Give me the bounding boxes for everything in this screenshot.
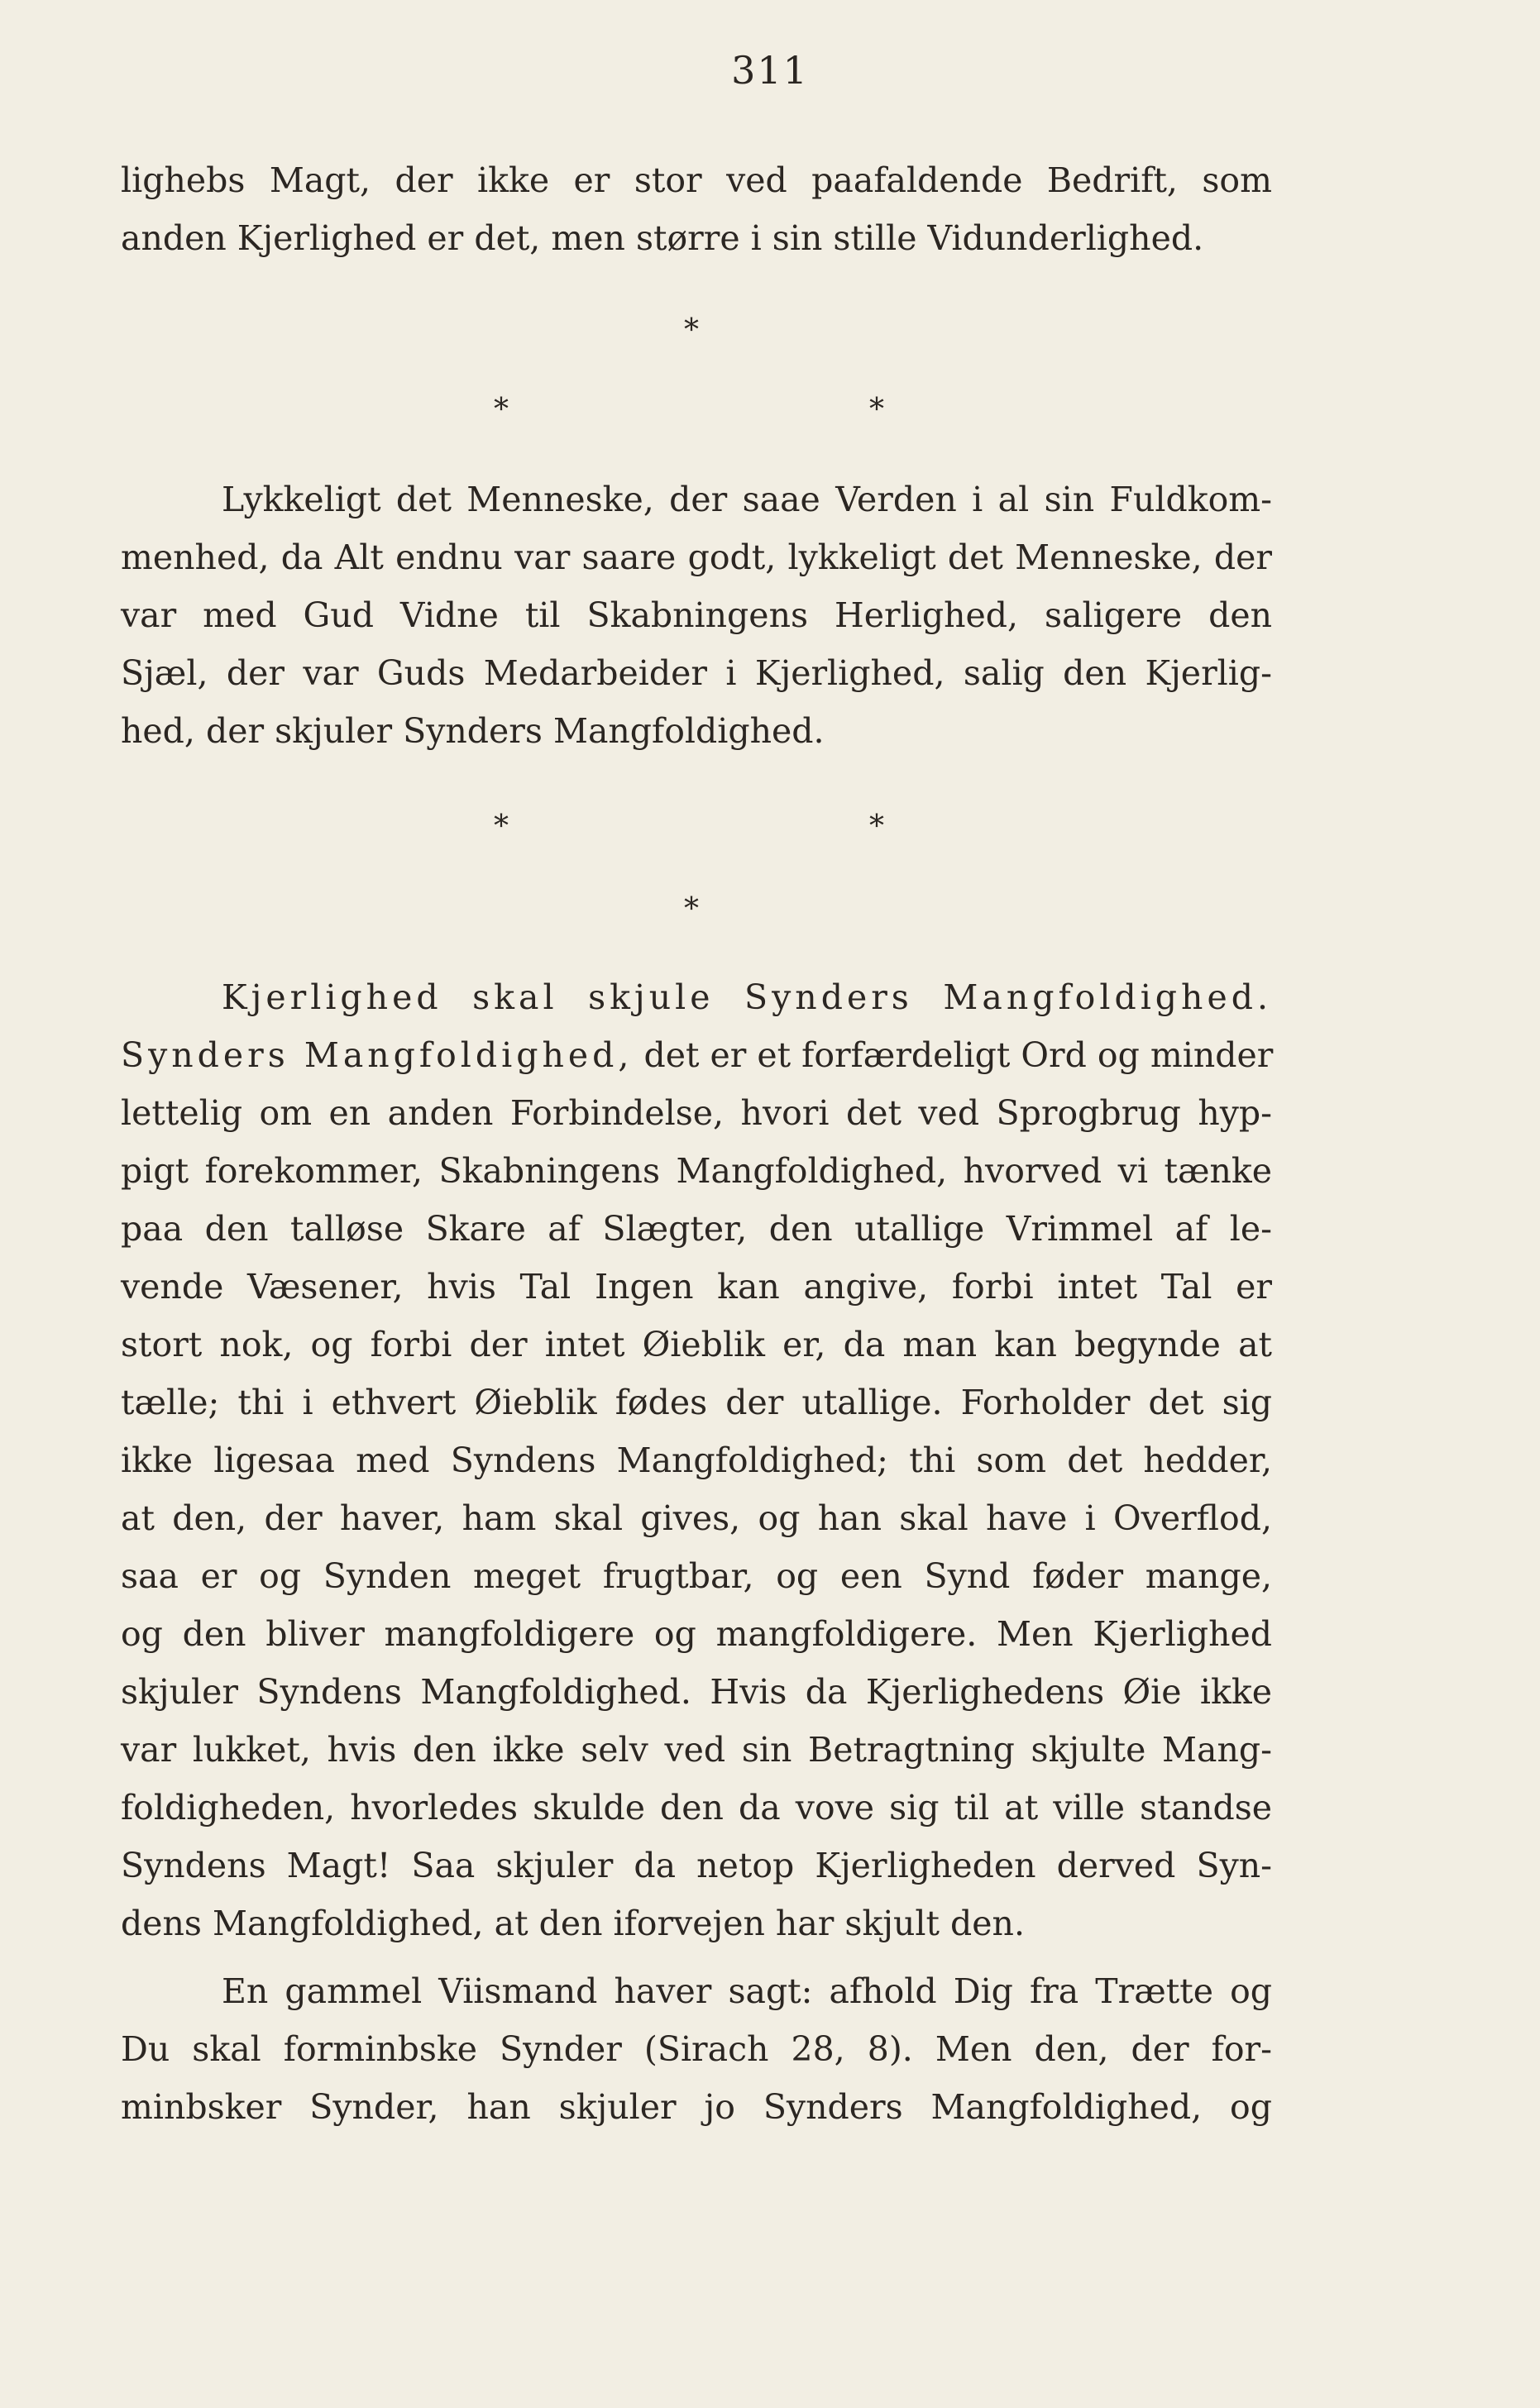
text-line: vende Væsener, hvis Tal Ingen kan angive, forbi intet Tal er — [121, 1267, 1272, 1307]
asterism-star: * — [869, 393, 884, 427]
asterism-star: * — [869, 810, 884, 843]
asterism-star: * — [684, 892, 699, 926]
text-run: det er et forfærdeligt Ord og minder — [633, 1035, 1274, 1075]
text-line: var lukket, hvis den ikke selv ved sin Betragtning skjulte Mang- — [121, 1730, 1272, 1770]
section-heading: Kjerlighed skal skjule Synders Mangfoldighed. — [222, 977, 1272, 1017]
text-line: saa er og Synden meget frugtbar, og een Synd føder mange, — [121, 1556, 1272, 1596]
text-line: stort nok, og forbi der intet Øieblik er, da man kan begynde at — [121, 1325, 1272, 1364]
text-line: Lykkeligt det Menneske, der saae Verden i al sin Fuldkom- — [222, 480, 1272, 519]
text-line: lighebs Magt, der ikke er stor ved paafaldende Bedrift, som — [121, 160, 1272, 200]
text-line: og den bliver mangfoldigere og mangfoldigere. Men Kjerlighed — [121, 1614, 1272, 1654]
text-line: var med Gud Vidne til Skabningens Herlighed, saligere den — [121, 595, 1272, 635]
asterism-star: * — [494, 393, 509, 427]
text-line: tælle; thi i ethvert Øieblik fødes der utallige. Forholder det sig — [121, 1383, 1272, 1422]
text-line: paa den talløse Skare af Slægter, den utallige Vrimmel af le- — [121, 1209, 1272, 1249]
emphasized-phrase: Synders Mangfoldighed, — [121, 1035, 634, 1075]
text-line: lettelig om en anden Forbindelse, hvori det ved Sprogbrug hyp- — [121, 1093, 1272, 1133]
text-line: En gammel Viismand haver sagt: afhold Dig fra Trætte og — [222, 1971, 1272, 2011]
page-number: 311 — [731, 48, 809, 93]
text-line: ikke ligesaa med Syndens Mangfoldighed; thi som det hedder, — [121, 1440, 1272, 1480]
text-line: minbsker Synder, han skjuler jo Synders Mangfoldighed, og — [121, 2087, 1272, 2127]
text-line: skjuler Syndens Mangfoldighed. Hvis da Kjerlighedens Øie ikke — [121, 1672, 1272, 1712]
text-line: foldigheden, hvorledes skulde den da vove sig til at ville standse — [121, 1788, 1272, 1828]
text-line: dens Mangfoldighed, at den iforvejen har skjult den. — [121, 1904, 1025, 1943]
asterism-star: * — [494, 810, 509, 843]
text-line: menhed, da Alt endnu var saare godt, lykkeligt det Menneske, der — [121, 538, 1272, 577]
text-line: Sjæl, der var Guds Medarbeider i Kjerlighed, salig den Kjerlig- — [121, 653, 1272, 693]
asterism-star: * — [684, 313, 699, 347]
text-line: Syndens Magt! Saa skjuler da netop Kjerligheden derved Syn- — [121, 1846, 1272, 1885]
text-line: pigt forekommer, Skabningens Mangfoldighed, hvorved vi tænke — [121, 1151, 1272, 1191]
text-line — [121, 1032, 1272, 1078]
text-line: at den, der haver, ham skal gives, og han skal have i Overflod, — [121, 1498, 1272, 1538]
text-line: Du skal forminbske Synder (Sirach 28, 8). Men den, der for- — [121, 2029, 1272, 2069]
text-line: hed, der skjuler Synders Mangfoldighed. — [121, 711, 825, 751]
text-line: anden Kjerlighed er det, men større i sin stille Vidunderlighed. — [121, 218, 1204, 258]
